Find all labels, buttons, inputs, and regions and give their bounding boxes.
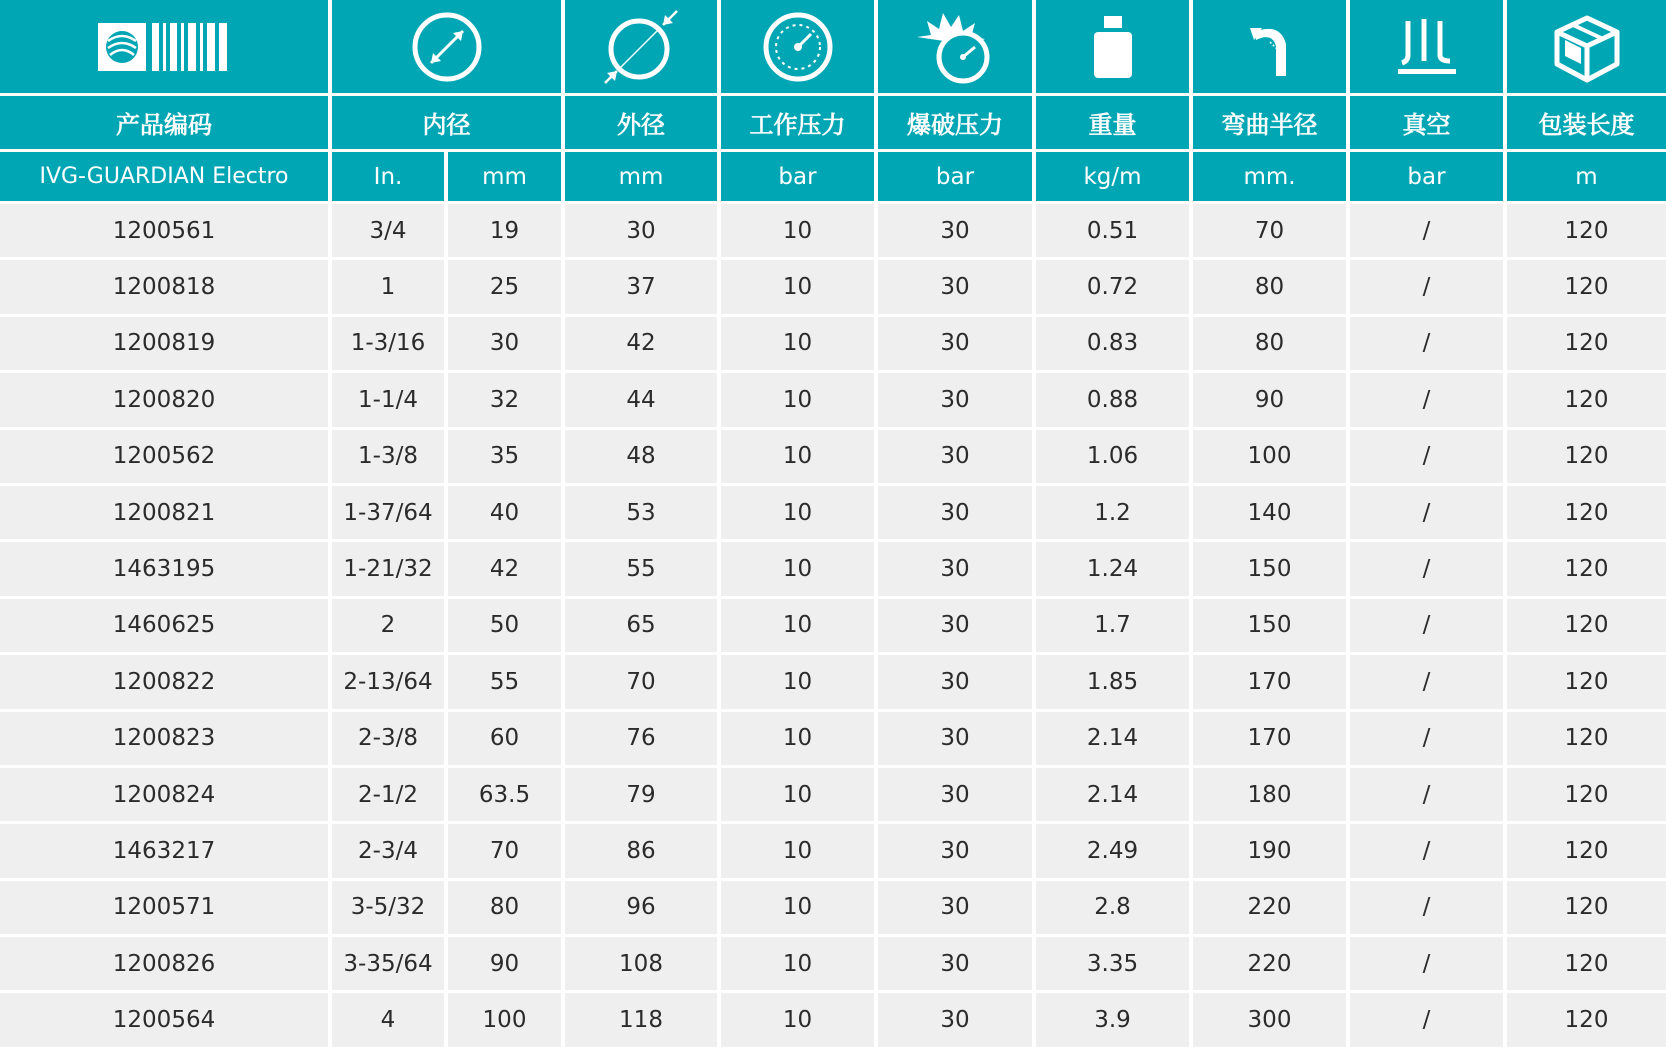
table-row [0,824,1666,880]
cell-vacuum: / [1350,881,1507,937]
cell-bend-radius: 100 [1193,430,1350,486]
cell-weight: 1.2 [1036,486,1193,542]
table-row [0,712,1666,768]
cell-pack-length: 120 [1507,993,1666,1049]
table-row [0,486,1666,542]
cell-vacuum: / [1350,824,1507,880]
cell-vacuum: / [1350,373,1507,429]
cell-working-pressure: 10 [721,655,878,711]
cell-inner-mm: 70 [448,824,565,880]
weight-icon [1036,0,1193,96]
cell-outer-mm: 37 [565,260,721,316]
col-header-code: 产品编码 [0,96,332,152]
cell-weight: 0.83 [1036,317,1193,373]
col-header-inner-diameter: 内径 [332,96,565,152]
cell-burst-pressure: 30 [878,993,1036,1049]
cell-inner-mm: 42 [448,542,565,598]
cell-weight: 3.9 [1036,993,1193,1049]
cell-burst-pressure: 30 [878,768,1036,824]
cell-outer-mm: 118 [565,993,721,1049]
cell-outer-mm: 30 [565,204,721,260]
cell-vacuum: / [1350,317,1507,373]
cell-bend-radius: 220 [1193,881,1350,937]
table-row [0,599,1666,655]
cell-weight: 0.51 [1036,204,1193,260]
cell-outer-mm: 86 [565,824,721,880]
cell-weight: 1.7 [1036,599,1193,655]
cell-burst-pressure: 30 [878,881,1036,937]
cell-inner-in: 2-13/64 [332,655,448,711]
cell-code: 1200561 [0,204,332,260]
unit-working-pressure: bar [721,152,878,204]
cell-bend-radius: 150 [1193,542,1350,598]
cell-code: 1200826 [0,937,332,993]
cell-weight: 1.24 [1036,542,1193,598]
cell-working-pressure: 10 [721,881,878,937]
cell-burst-pressure: 30 [878,430,1036,486]
unit-outer: mm [565,152,721,204]
icon-header-row [0,0,1666,96]
cell-weight: 2.14 [1036,768,1193,824]
cell-inner-in: 3-35/64 [332,937,448,993]
cell-code: 1200822 [0,655,332,711]
cell-working-pressure: 10 [721,768,878,824]
cell-working-pressure: 10 [721,430,878,486]
cell-outer-mm: 44 [565,373,721,429]
cell-burst-pressure: 30 [878,486,1036,542]
table-row [0,768,1666,824]
unit-header-row [0,152,1666,204]
cell-vacuum: / [1350,937,1507,993]
cell-inner-in: 2-1/2 [332,768,448,824]
cell-inner-in: 3-5/32 [332,881,448,937]
cell-working-pressure: 10 [721,824,878,880]
cell-working-pressure: 10 [721,260,878,316]
cell-working-pressure: 10 [721,204,878,260]
table-row [0,317,1666,373]
cell-outer-mm: 76 [565,712,721,768]
cell-working-pressure: 10 [721,542,878,598]
col-header-burst-pressure: 爆破压力 [878,96,1036,152]
cell-pack-length: 120 [1507,937,1666,993]
cell-bend-radius: 180 [1193,768,1350,824]
table-row [0,430,1666,486]
cell-weight: 3.35 [1036,937,1193,993]
cell-inner-mm: 80 [448,881,565,937]
cell-inner-mm: 60 [448,712,565,768]
package-box-icon [1507,0,1666,96]
cell-outer-mm: 108 [565,937,721,993]
table-row [0,937,1666,993]
cell-inner-in: 3/4 [332,204,448,260]
cell-vacuum: / [1350,430,1507,486]
cell-inner-in: 1-37/64 [332,486,448,542]
cell-inner-in: 4 [332,993,448,1049]
cell-weight: 2.14 [1036,712,1193,768]
col-header-outer-diameter: 外径 [565,96,721,152]
cell-weight: 1.85 [1036,655,1193,711]
unit-pack-length: m [1507,152,1666,204]
cell-working-pressure: 10 [721,486,878,542]
cell-pack-length: 120 [1507,542,1666,598]
cell-bend-radius: 170 [1193,655,1350,711]
cell-code: 1200818 [0,260,332,316]
cell-pack-length: 120 [1507,204,1666,260]
cell-inner-mm: 30 [448,317,565,373]
cell-vacuum: / [1350,486,1507,542]
cell-pack-length: 120 [1507,712,1666,768]
cell-code: 1200571 [0,881,332,937]
table-body [0,204,1666,1050]
bend-radius-icon [1193,0,1350,96]
col-header-weight: 重量 [1036,96,1193,152]
cell-outer-mm: 48 [565,430,721,486]
cell-outer-mm: 53 [565,486,721,542]
cell-burst-pressure: 30 [878,824,1036,880]
cell-vacuum: / [1350,993,1507,1049]
cell-outer-mm: 42 [565,317,721,373]
cell-vacuum: / [1350,542,1507,598]
cell-inner-mm: 100 [448,993,565,1049]
table-row [0,260,1666,316]
cell-weight: 1.06 [1036,430,1193,486]
table-row [0,373,1666,429]
unit-bend-radius: mm. [1193,152,1350,204]
cell-weight: 0.72 [1036,260,1193,316]
cell-bend-radius: 70 [1193,204,1350,260]
unit-inner-mm: mm [448,152,565,204]
cell-bend-radius: 190 [1193,824,1350,880]
cell-inner-in: 2-3/4 [332,824,448,880]
cell-inner-mm: 35 [448,430,565,486]
cell-pack-length: 120 [1507,486,1666,542]
barcode-logo-icon [0,0,332,96]
cell-code: 1200821 [0,486,332,542]
unit-burst-pressure: bar [878,152,1036,204]
cell-outer-mm: 65 [565,599,721,655]
unit-inner-in: In. [332,152,448,204]
cell-vacuum: / [1350,260,1507,316]
cell-weight: 2.49 [1036,824,1193,880]
cell-pack-length: 120 [1507,317,1666,373]
table-row [0,542,1666,598]
cell-working-pressure: 10 [721,599,878,655]
cell-pack-length: 120 [1507,430,1666,486]
cell-inner-mm: 32 [448,373,565,429]
cell-burst-pressure: 30 [878,937,1036,993]
cell-bend-radius: 150 [1193,599,1350,655]
col-header-working-pressure: 工作压力 [721,96,878,152]
cell-pack-length: 120 [1507,768,1666,824]
cell-inner-mm: 90 [448,937,565,993]
cell-bend-radius: 300 [1193,993,1350,1049]
label-header-row [0,96,1666,152]
cell-bend-radius: 220 [1193,937,1350,993]
cell-inner-mm: 50 [448,599,565,655]
cell-burst-pressure: 30 [878,317,1036,373]
cell-bend-radius: 170 [1193,712,1350,768]
cell-inner-in: 1-1/4 [332,373,448,429]
cell-outer-mm: 79 [565,768,721,824]
cell-pack-length: 120 [1507,824,1666,880]
cell-pack-length: 120 [1507,373,1666,429]
cell-code: 1463217 [0,824,332,880]
cell-burst-pressure: 30 [878,373,1036,429]
cell-pack-length: 120 [1507,260,1666,316]
cell-vacuum: / [1350,768,1507,824]
cell-inner-in: 1-3/16 [332,317,448,373]
cell-burst-pressure: 30 [878,260,1036,316]
cell-working-pressure: 10 [721,937,878,993]
cell-burst-pressure: 30 [878,655,1036,711]
cell-inner-in: 1-21/32 [332,542,448,598]
cell-burst-pressure: 30 [878,204,1036,260]
cell-working-pressure: 10 [721,712,878,768]
table-row [0,993,1666,1049]
pressure-gauge-icon [721,0,878,96]
cell-code: 1200824 [0,768,332,824]
cell-vacuum: / [1350,655,1507,711]
cell-bend-radius: 80 [1193,317,1350,373]
outer-diameter-icon [565,0,721,96]
cell-bend-radius: 140 [1193,486,1350,542]
cell-inner-mm: 55 [448,655,565,711]
cell-burst-pressure: 30 [878,712,1036,768]
cell-weight: 0.88 [1036,373,1193,429]
cell-code: 1200819 [0,317,332,373]
col-header-pack-length: 包装长度 [1507,96,1666,152]
cell-code: 1463195 [0,542,332,598]
cell-working-pressure: 10 [721,373,878,429]
cell-code: 1200820 [0,373,332,429]
cell-outer-mm: 55 [565,542,721,598]
cell-outer-mm: 96 [565,881,721,937]
cell-inner-in: 1-3/8 [332,430,448,486]
cell-bend-radius: 90 [1193,373,1350,429]
cell-code: 1200562 [0,430,332,486]
cell-inner-in: 1 [332,260,448,316]
cell-pack-length: 120 [1507,881,1666,937]
cell-code: 1200823 [0,712,332,768]
cell-working-pressure: 10 [721,317,878,373]
cell-inner-mm: 40 [448,486,565,542]
cell-inner-in: 2 [332,599,448,655]
table-row [0,655,1666,711]
cell-vacuum: / [1350,712,1507,768]
cell-inner-mm: 25 [448,260,565,316]
unit-vacuum: bar [1350,152,1507,204]
cell-working-pressure: 10 [721,993,878,1049]
col-header-vacuum: 真空 [1350,96,1507,152]
cell-burst-pressure: 30 [878,542,1036,598]
cell-vacuum: / [1350,599,1507,655]
vacuum-icon [1350,0,1507,96]
cell-vacuum: / [1350,204,1507,260]
cell-inner-mm: 19 [448,204,565,260]
table-row [0,204,1666,260]
cell-burst-pressure: 30 [878,599,1036,655]
unit-weight: kg/m [1036,152,1193,204]
cell-outer-mm: 70 [565,655,721,711]
inner-diameter-icon [332,0,565,96]
cell-code: 1460625 [0,599,332,655]
cell-pack-length: 120 [1507,655,1666,711]
cell-bend-radius: 80 [1193,260,1350,316]
model-name: IVG-GUARDIAN Electro [0,152,332,204]
cell-code: 1200564 [0,993,332,1049]
cell-inner-in: 2-3/8 [332,712,448,768]
cell-weight: 2.8 [1036,881,1193,937]
table-row [0,881,1666,937]
cell-inner-mm: 63.5 [448,768,565,824]
burst-gauge-icon [878,0,1036,96]
cell-pack-length: 120 [1507,599,1666,655]
col-header-bend-radius: 弯曲半径 [1193,96,1350,152]
